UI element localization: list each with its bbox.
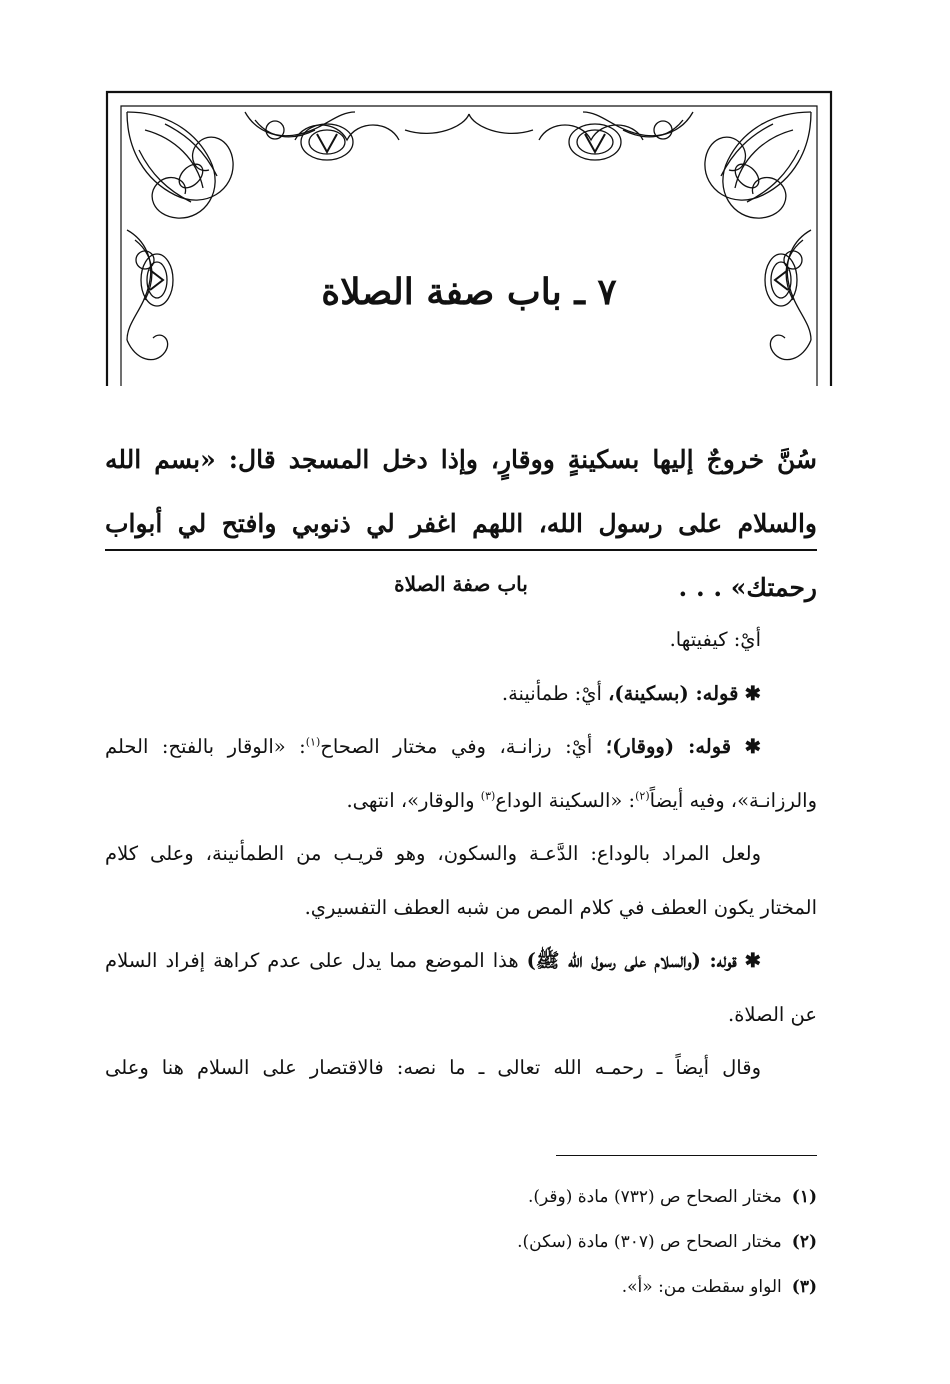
paragraph-4: ولعل المراد بالوداع: الدَّعـة والسكون، وهو قريـب من الطمأنينة، وعلى كلام المختار يكون العطف في كلام المص من شبه العطف التفسيري. <box>105 842 817 919</box>
footnote-ref-1: (١) <box>305 735 321 749</box>
footnote-text: الواو سقطت من: «أ». <box>621 1277 782 1297</box>
footnote-text: مختار الصحاح ص (٧٣٢) مادة (وقر). <box>527 1187 782 1207</box>
paragraph-6: وقال أيضاً ـ رحمـه الله تعالى ـ ما نصه: فالاقتصار على السلام هنا وعلى <box>105 1056 761 1079</box>
footnote-number: (٢) <box>791 1232 817 1252</box>
matn-separator <box>105 549 817 551</box>
matn-line-1: سُنَّ خروجٌ إليها بسكينةٍ ووقارٍ، وإذا دخل المسجد قال: «بسم الله <box>105 445 817 474</box>
footnote-ref-2: (٢) <box>635 789 650 802</box>
footnote-2 <box>105 1220 817 1265</box>
paragraph-text: : «السكينة الوداع <box>495 788 636 812</box>
matn-line-2: والسلام على رسول الله، اللهم اغفر لي ذنوبي وافتح لي أبواب رحمتك» . . . <box>105 509 817 602</box>
star-icon: ✱ <box>744 735 761 758</box>
top-medallion-left <box>295 124 399 160</box>
star-icon: ✱ <box>744 681 761 705</box>
quote-label: قوله: (والسلام على رسول الله ﷺ) <box>526 949 737 972</box>
star-icon: ✱ <box>744 949 762 972</box>
section-heading: باب صفة الصلاة <box>394 572 528 596</box>
quote-label: قوله: (بسكينة)، <box>608 681 739 705</box>
paragraph-2 <box>105 667 817 721</box>
paragraph-text: أيْ: طمأنينة. <box>501 681 609 705</box>
footnote-1 <box>105 1175 817 1220</box>
paragraph-text: والوقار»، انتهى. <box>346 788 481 812</box>
commentary-body <box>105 613 817 1095</box>
footnotes <box>105 1175 817 1310</box>
chapter-title: ٧ ـ باب صفة الصلاة <box>321 271 617 313</box>
paragraph-1: أيْ: كيفيتها. <box>669 628 761 651</box>
footnote-number: (١) <box>791 1187 817 1207</box>
footnote-number: (٣) <box>791 1277 817 1297</box>
paragraph-5 <box>105 934 817 1041</box>
quote-label: قوله: (ووقار)؛ <box>605 735 732 758</box>
top-medallion-right <box>539 124 643 160</box>
footnote-3 <box>105 1265 817 1310</box>
paragraph-text: هذا الموضع مما يدل على عدم كراهة إفراد السلام عن الصلاة. <box>105 949 817 1026</box>
footnote-rule <box>556 1155 817 1156</box>
paragraph-3 <box>105 720 817 827</box>
footnote-ref-3: (٣) <box>480 789 496 802</box>
paragraph-text: : «الوقار بالفتح: الحلم والرزانـة»، وفيه أيضاً <box>105 735 817 812</box>
footnote-text: مختار الصحاح ص (٣٠٧) مادة (سكن). <box>517 1232 782 1252</box>
ornamental-frame <box>105 90 833 386</box>
paragraph-text: أيْ: رزانـة، وفي مختار الصحاح <box>320 735 606 758</box>
